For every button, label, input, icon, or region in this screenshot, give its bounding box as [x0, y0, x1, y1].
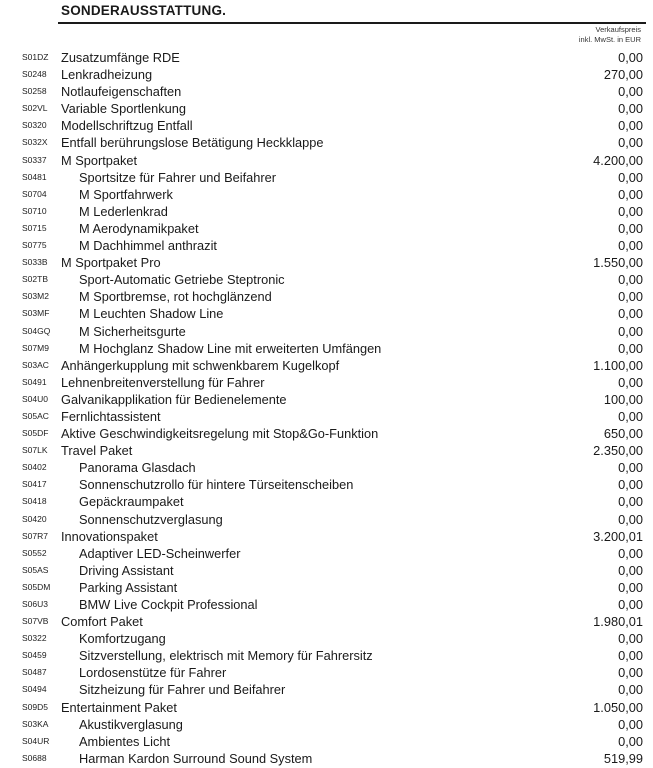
option-label: Akustikverglasung — [79, 716, 183, 732]
option-label: Entfall berührungslose Betätigung Heckklappe — [61, 135, 324, 151]
option-label: M Sportbremse, rot hochglänzend — [79, 289, 272, 305]
option-label: Innovationspaket — [61, 528, 158, 544]
equipment-sub-item — [0, 716, 653, 733]
option-code: S0715 — [22, 222, 47, 233]
equipment-item — [0, 117, 653, 134]
equipment-item — [0, 408, 653, 425]
option-price: 1.050,00 — [593, 699, 643, 715]
option-label: Sport-Automatic Getriebe Steptronic — [79, 272, 285, 288]
equipment-sub-item — [0, 220, 653, 237]
option-label: M Dachhimmel anthrazit — [79, 238, 217, 254]
option-code: S0322 — [22, 633, 47, 644]
option-price: 0,00 — [618, 682, 643, 698]
option-code: S07VB — [22, 616, 49, 627]
option-price: 0,00 — [618, 118, 643, 134]
option-label: M Aerodynamikpaket — [79, 220, 199, 236]
option-label: Variable Sportlenkung — [61, 101, 186, 117]
option-code: S0487 — [22, 667, 47, 678]
option-label: Sonnenschutzrollo für hintere Türseitenscheiben — [79, 477, 354, 493]
option-code: S0552 — [22, 547, 47, 558]
option-label: Comfort Paket — [61, 614, 143, 630]
option-code: S04GQ — [22, 325, 51, 336]
option-code: S04UR — [22, 735, 50, 746]
option-price: 0,00 — [618, 494, 643, 510]
option-code: S09D5 — [22, 701, 48, 712]
equipment-item — [0, 83, 653, 100]
option-price: 0,00 — [618, 579, 643, 595]
option-label: Lordosenstütze für Fahrer — [79, 665, 227, 681]
option-price: 0,00 — [618, 408, 643, 424]
option-price: 1.100,00 — [593, 357, 643, 373]
equipment-sub-item — [0, 459, 653, 476]
option-label: Sitzheizung für Fahrer und Beifahrer — [79, 682, 286, 698]
option-label: Lenkradheizung — [61, 67, 153, 83]
option-label: Komfortzugang — [79, 631, 166, 647]
option-code: S05AC — [22, 410, 49, 421]
equipment-sub-item — [0, 562, 653, 579]
option-code: S0494 — [22, 684, 47, 695]
equipment-sub-item — [0, 186, 653, 203]
equipment-item — [0, 100, 653, 117]
option-price: 0,00 — [618, 631, 643, 647]
option-code: S0710 — [22, 205, 47, 216]
equipment-sub-item — [0, 733, 653, 750]
option-code: S0402 — [22, 462, 47, 473]
option-code: S0258 — [22, 86, 47, 97]
equipment-sub-item — [0, 305, 653, 322]
option-price: 0,00 — [618, 597, 643, 612]
option-label: Fernlichtassistent — [61, 408, 161, 424]
option-price: 0,00 — [618, 511, 643, 527]
equipment-sub-item — [0, 681, 653, 698]
option-price: 0,00 — [618, 272, 643, 288]
equipment-sub-item — [0, 288, 653, 305]
equipment-item — [0, 528, 653, 545]
equipment-item — [0, 357, 653, 374]
equipment-sub-item — [0, 340, 653, 357]
option-label: M Sportpaket Pro — [61, 255, 161, 271]
section-header — [58, 0, 646, 24]
option-price: 0,00 — [618, 648, 643, 664]
option-label: Adaptiver LED-Scheinwerfer — [79, 545, 241, 561]
option-label: Driving Assistant — [79, 562, 174, 578]
option-price: 0,00 — [618, 323, 643, 339]
option-code: S03AC — [22, 359, 49, 370]
option-code: S05AS — [22, 564, 49, 575]
equipment-sub-item — [0, 169, 653, 186]
option-price: 0,00 — [618, 135, 643, 151]
option-label: Entertainment Paket — [61, 699, 177, 715]
option-price: 650,00 — [603, 426, 643, 442]
option-code: S0417 — [22, 479, 47, 490]
option-code: S033B — [22, 257, 48, 268]
option-price: 0,00 — [618, 220, 643, 236]
equipment-item — [0, 66, 653, 83]
option-code: S06U3 — [22, 599, 48, 609]
option-code: S03KA — [22, 718, 49, 729]
option-label: Galvanikapplikation für Bedienelemente — [61, 391, 287, 407]
option-code: S01DZ — [22, 52, 49, 62]
equipment-sub-item — [0, 630, 653, 647]
option-price: 0,00 — [618, 101, 643, 117]
equipment-item — [0, 49, 653, 66]
equipment-item — [0, 152, 653, 169]
option-price: 0,00 — [618, 460, 643, 476]
equipment-item — [0, 391, 653, 408]
equipment-sub-item — [0, 545, 653, 562]
option-price: 0,00 — [618, 186, 643, 202]
equipment-sub-item — [0, 596, 653, 613]
option-price: 0,00 — [618, 733, 643, 749]
price-column-header — [579, 25, 641, 44]
option-price: 0,00 — [618, 340, 643, 356]
option-price: 0,00 — [618, 477, 643, 493]
equipment-sub-item — [0, 493, 653, 510]
option-label: Panorama Glasdach — [79, 460, 196, 476]
option-price: 100,00 — [603, 391, 643, 407]
option-label: Sitzverstellung, elektrisch mit Memory für Fahrersitz — [79, 648, 373, 664]
option-label: Aktive Geschwindigkeitsregelung mit Stop&Go-Funktion — [61, 426, 379, 442]
option-label: Modellschriftzug Entfall — [61, 118, 193, 134]
option-price: 519,99 — [603, 750, 643, 766]
option-label: Travel Paket — [61, 443, 133, 459]
equipment-sub-item — [0, 647, 653, 664]
option-price: 270,00 — [603, 67, 643, 83]
option-label: Gepäckraumpaket — [79, 494, 184, 510]
equipment-sub-item — [0, 203, 653, 220]
option-price: 0,00 — [618, 238, 643, 254]
equipment-item — [0, 134, 653, 151]
section-title: SONDERAUSSTATTUNG. — [61, 3, 227, 18]
option-price: 0,00 — [618, 289, 643, 305]
option-code: S05DF — [22, 428, 49, 439]
option-code: S0491 — [22, 376, 47, 387]
option-label: M Sicherheitsgurte — [79, 323, 186, 339]
option-label: M Leuchten Shadow Line — [79, 306, 224, 322]
option-code: S03MF — [22, 308, 50, 319]
equipment-sub-item — [0, 323, 653, 340]
option-price: 0,00 — [618, 545, 643, 561]
option-code: S05DM — [22, 581, 51, 592]
price-column-header-line-2: inkl. MwSt. in EUR — [578, 34, 641, 44]
equipment-item — [0, 699, 653, 716]
option-label: BMW Live Cockpit Professional — [79, 597, 258, 612]
equipment-sub-item — [0, 750, 653, 767]
option-price: 0,00 — [618, 665, 643, 681]
equipment-item — [0, 254, 653, 271]
option-code: S0481 — [22, 171, 47, 182]
option-code: S02TB — [22, 274, 48, 285]
option-label: Lehnenbreitenverstellung für Fahrer — [61, 374, 265, 390]
option-code: S07R7 — [22, 530, 48, 541]
equipment-item — [0, 374, 653, 391]
option-label: Harman Kardon Surround Sound System — [79, 750, 313, 766]
equipment-sub-item — [0, 476, 653, 493]
option-label: Zusatzumfänge RDE — [61, 50, 180, 65]
option-code: S0704 — [22, 188, 47, 199]
option-price: 0,00 — [618, 562, 643, 578]
option-code: S0418 — [22, 496, 47, 507]
option-price: 1.980,01 — [593, 614, 643, 630]
option-code: S032X — [22, 137, 48, 148]
option-code: S0248 — [22, 69, 47, 80]
option-code: S0337 — [22, 154, 47, 165]
option-price: 2.350,00 — [593, 443, 643, 459]
equipment-item — [0, 425, 653, 442]
option-label: M Sportpaket — [61, 152, 138, 168]
option-label: M Sportfahrwerk — [79, 186, 173, 202]
equipment-sub-item — [0, 664, 653, 681]
option-code: S07M9 — [22, 342, 49, 353]
option-price: 0,00 — [618, 50, 643, 65]
option-code: S0775 — [22, 240, 47, 251]
option-price: 0,00 — [618, 374, 643, 390]
equipment-item — [0, 613, 653, 630]
option-label: M Lederlenkrad — [79, 203, 168, 219]
option-label: Sonnenschutzverglasung — [79, 511, 223, 527]
option-label: Sportsitze für Fahrer und Beifahrer — [79, 169, 277, 185]
option-price: 0,00 — [618, 306, 643, 322]
option-code: S02VL — [22, 103, 48, 114]
option-code: S0420 — [22, 513, 47, 524]
option-label: Anhängerkupplung mit schwenkbarem Kugelkopf — [61, 357, 340, 373]
price-column-header-line-1: Verkaufspreis — [595, 25, 641, 34]
option-code: S0688 — [22, 752, 47, 763]
option-code: S0320 — [22, 120, 47, 131]
option-code: S07LK — [22, 445, 48, 456]
equipment-sub-item — [0, 579, 653, 596]
option-price: 0,00 — [618, 169, 643, 185]
option-label: M Hochglanz Shadow Line mit erweiterten Umfängen — [79, 340, 382, 356]
option-price: 0,00 — [618, 716, 643, 732]
option-label: Parking Assistant — [79, 579, 178, 595]
equipment-sub-item — [0, 511, 653, 528]
equipment-sub-item — [0, 237, 653, 254]
option-price: 1.550,00 — [593, 255, 643, 271]
option-price: 4.200,00 — [593, 152, 643, 168]
equipment-sub-item — [0, 271, 653, 288]
option-price: 0,00 — [618, 84, 643, 100]
option-label: Notlaufeigenschaften — [61, 84, 182, 100]
option-price: 0,00 — [618, 203, 643, 219]
equipment-item — [0, 442, 653, 459]
option-price: 3.200,01 — [593, 528, 643, 544]
option-code: S0459 — [22, 650, 47, 661]
option-code: S03M2 — [22, 291, 49, 302]
option-code: S04U0 — [22, 393, 48, 404]
option-label: Ambientes Licht — [79, 733, 171, 749]
equipment-list — [0, 49, 653, 767]
